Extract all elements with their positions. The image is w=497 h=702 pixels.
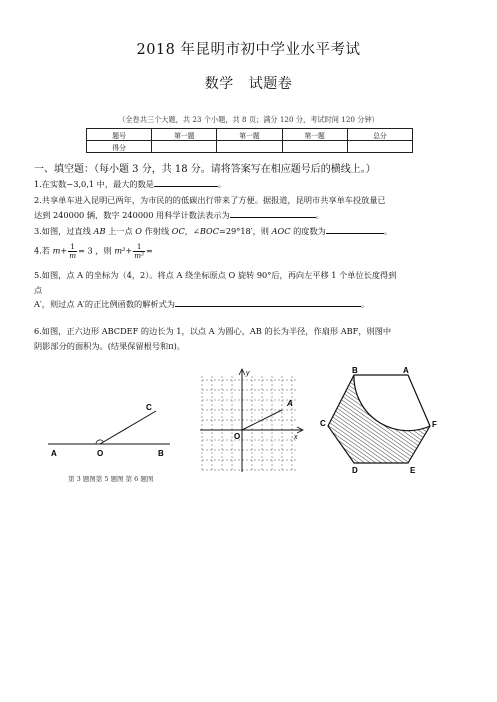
q3-text: ，∠ — [184, 226, 200, 236]
answer-blank-2[interactable] — [230, 208, 316, 218]
question-5 — [34, 268, 474, 312]
exam-subtitle: 数学 试题卷 — [204, 76, 293, 92]
exam-title: 2018 年昆明市初中学业水平考试 — [136, 42, 361, 58]
label-a: A — [51, 449, 57, 458]
score-cell[interactable] — [217, 141, 282, 153]
q3-text: 上一点 — [105, 226, 136, 236]
label-e: E — [410, 466, 416, 475]
frac-numerator: 1 — [68, 243, 77, 252]
answer-blank-1[interactable] — [154, 177, 218, 187]
q4-text: + — [60, 245, 68, 256]
angle-arc — [96, 440, 104, 444]
label-b: B — [352, 366, 358, 375]
q4-var: m — [52, 245, 61, 256]
q3-var: AB — [93, 226, 106, 236]
q3-var: AOC — [271, 226, 291, 236]
q3-text: 作射线 — [141, 226, 172, 236]
q1-text: 1.在实数−3,0,1 中，最大的数是 — [34, 179, 154, 189]
score-row-label: 得分 — [87, 141, 152, 153]
question-3 — [34, 224, 474, 239]
figure-3 — [44, 396, 174, 464]
answer-blank-5[interactable] — [175, 297, 361, 307]
score-table — [86, 128, 413, 153]
question-2 — [34, 193, 474, 222]
question-4 — [34, 243, 474, 260]
frac-denominator: m² — [134, 251, 144, 260]
score-header-cell: 第一题 — [282, 129, 347, 141]
q3-text: 的度数为 — [290, 226, 326, 236]
answer-blank-3[interactable] — [326, 224, 384, 234]
frac-denominator: m — [69, 251, 77, 260]
q4-text: = 3 ，则 — [78, 245, 115, 256]
figure-5 — [196, 366, 308, 476]
exam-note: （全卷共三个大题，共 23 个小题，共 8 页；满分 120 分，考试时间 120 分钟） — [118, 115, 379, 124]
ray-oc — [100, 411, 156, 444]
q3-text: =29°18′，则 — [218, 226, 272, 236]
label-y: y — [246, 370, 250, 377]
grid — [202, 376, 298, 470]
score-header-cell: 总分 — [347, 129, 412, 141]
fraction-1-over-m — [68, 243, 77, 260]
score-header-cell: 题号 — [87, 129, 152, 141]
q4-text: = — [145, 245, 153, 256]
q3-text: 3.如图，过直线 — [34, 226, 94, 236]
fraction-1-over-m-squared — [133, 243, 145, 260]
question-1 — [34, 177, 474, 192]
q3-var: OC — [171, 226, 185, 236]
q4-text: 4.若 — [34, 245, 53, 256]
score-table-score-row — [87, 141, 413, 153]
q3-var: O — [135, 226, 142, 236]
shaded-region — [328, 375, 430, 463]
frac-numerator: 1 — [133, 243, 145, 252]
label-o: O — [234, 432, 241, 441]
q6-line2: 阴影部分的面积为。(结果保留根号和π)。 — [34, 340, 185, 351]
figure-caption: 第 3 题图第 5 题图 第 6 题图 — [68, 475, 154, 483]
q4-var: m² — [114, 245, 126, 256]
q2-line1: 2.共享单车进入昆明已两年，为市民的的低碳出行带来了方便。据报道，昆明市共享单车投放量已 — [34, 195, 386, 205]
label-a: A — [287, 399, 293, 408]
label-a: A — [403, 366, 409, 375]
score-header-cell: 第一题 — [217, 129, 282, 141]
score-cell[interactable] — [152, 141, 217, 153]
score-cell[interactable] — [282, 141, 347, 153]
score-cell[interactable] — [347, 141, 412, 153]
label-b: B — [158, 449, 164, 458]
q6-line1: 6.如图，正六边形 ABCDEF 的边长为 1，以点 A 为圆心，AB 的长为半径，作扇形 ABF，则图中 — [34, 326, 392, 336]
score-header-cell: 第一题 — [152, 129, 217, 141]
q3-end: 。 — [383, 226, 393, 236]
label-d: D — [352, 466, 358, 475]
q5-line1: 5.如图，点 A 的坐标为（4，2）。将点 A 绕坐标原点 O 旋转 90°后，再向左平移 1 个单位长度得到 — [34, 270, 397, 280]
q3-var: BOC — [199, 226, 219, 236]
q5-line3: A′，则过点 A′的正比例函数的解析式为 — [34, 299, 175, 309]
label-f: F — [432, 420, 437, 429]
figure-6 — [318, 364, 448, 476]
label-c: C — [146, 403, 152, 412]
q1-end: 。 — [217, 179, 227, 189]
section-title: 一、填空题：（每小题 3 分，共 18 分。请将答案写在相应题号后的横线上。） — [34, 164, 376, 175]
label-o: O — [97, 449, 104, 458]
score-table-header-row — [87, 129, 413, 141]
q2-end: 。 — [315, 209, 324, 220]
question-6 — [34, 324, 474, 353]
label-x: x — [294, 434, 298, 441]
q2-line2: 达到 240000 辆，数字 240000 用科学计数法表示为 — [34, 209, 230, 220]
q4-text: + — [125, 245, 133, 256]
label-c: C — [320, 419, 326, 428]
q5-end: 。 — [360, 299, 370, 309]
q5-line2: 点 — [34, 284, 43, 295]
